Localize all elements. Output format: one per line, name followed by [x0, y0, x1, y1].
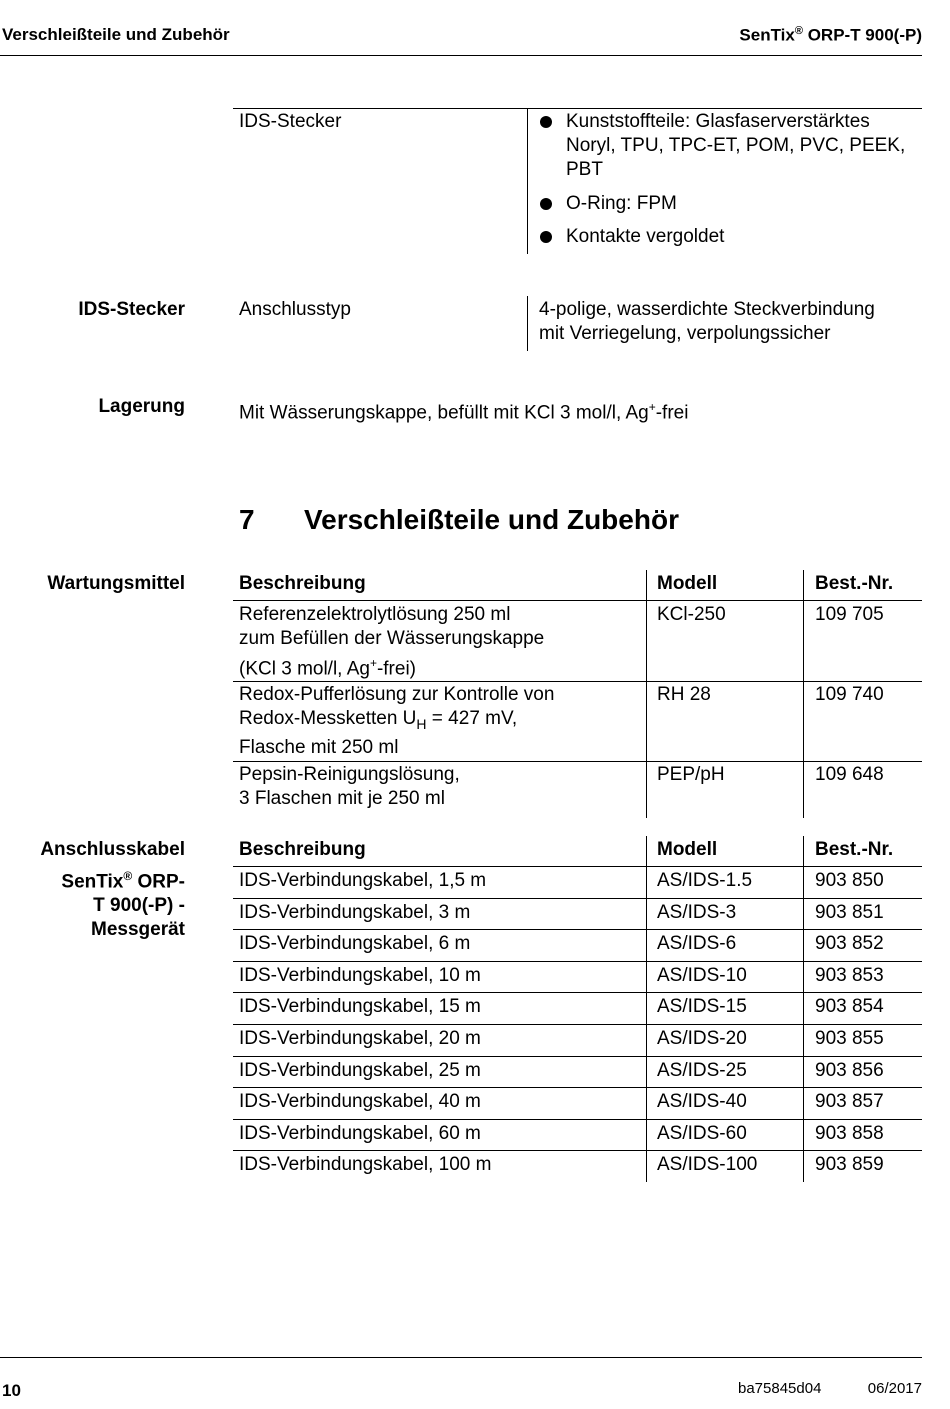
row-description: IDS-Verbindungskabel, 40 m: [239, 1091, 481, 1112]
side-heading-line: T 900(-P) -: [93, 895, 185, 917]
running-header-left: Verschleißteile und Zubehör: [2, 25, 230, 44]
table-header-row: [233, 570, 922, 600]
row-description: IDS-Verbindungskabel, 100 m: [239, 1154, 492, 1175]
header-product-model: ORP-T 900(-P): [802, 25, 922, 45]
row-order-number: 903 854: [815, 996, 884, 1017]
row-model: AS/IDS-6: [657, 933, 737, 954]
document-code: ba75845d04: [738, 1380, 822, 1397]
desc-part: -frei): [376, 658, 417, 680]
section-number: 7: [239, 504, 255, 535]
storage-text: [239, 395, 688, 425]
row-description: IDS-Verbindungskabel, 1,5 m: [239, 870, 487, 891]
desc-part: = 427 mV,: [426, 708, 518, 729]
bullet-text: Kunststoffteile: Glasfaserverstärktes Noryl, TPU, TPC-ET, POM, PVC, PEEK, PBT: [566, 111, 906, 180]
bullet-icon: [540, 116, 552, 128]
bullet-item: [540, 225, 920, 249]
superscript-plus: +: [648, 400, 656, 414]
connector-type-line: mit Verriegelung, verpolungssicher: [539, 323, 831, 344]
running-header-right: [739, 25, 922, 46]
row-order-number: 903 856: [815, 1060, 884, 1081]
table-row: [233, 1088, 922, 1119]
bullet-item: [540, 192, 920, 216]
desc-part: (KCl 3 mol/l, Ag: [239, 658, 370, 680]
desc-line: [239, 651, 639, 681]
desc-part: Redox-Messketten U: [239, 708, 417, 729]
desc-line: Referenzelektrolytlösung 250 ml: [239, 604, 511, 625]
table-row: [233, 1120, 922, 1151]
side-heading-wartungsmittel: Wartungsmittel: [47, 573, 185, 594]
row-description: IDS-Verbindungskabel, 3 m: [239, 902, 471, 923]
row-description: IDS-Verbindungskabel, 60 m: [239, 1123, 481, 1144]
header-modell: Modell: [657, 839, 718, 860]
row-order-number: 109 705: [815, 604, 884, 625]
table-row: [233, 601, 922, 681]
desc-line: Redox-Pufferlösung zur Kontrolle von: [239, 684, 555, 705]
header-beschreibung: Beschreibung: [239, 573, 366, 594]
cable-table: [233, 836, 922, 1184]
row-order-number: 109 740: [815, 684, 884, 705]
row-description: [239, 763, 639, 811]
connector-type-line: 4-polige, wasserdichte Steckverbindung: [539, 299, 875, 320]
side-heading-ids-stecker: IDS-Stecker: [78, 299, 185, 320]
table-row: [233, 1057, 922, 1088]
row-model: AS/IDS-100: [657, 1154, 758, 1175]
storage-text-main: Mit Wässerungskappe, befüllt mit KCl 3 mol/l, Ag: [239, 402, 649, 424]
connector-divider: [527, 296, 528, 351]
row-model: AS/IDS-10: [657, 965, 747, 986]
desc-line: Flasche mit 250 ml: [239, 736, 399, 758]
bullet-icon: [540, 198, 552, 210]
registered-mark: ®: [123, 869, 133, 883]
row-description: IDS-Verbindungskabel, 20 m: [239, 1028, 481, 1049]
row-model: PEP/pH: [657, 764, 725, 785]
row-order-number: 903 857: [815, 1091, 884, 1112]
bullet-item: [540, 110, 920, 182]
table-row: [233, 993, 922, 1024]
row-description: IDS-Verbindungskabel, 25 m: [239, 1060, 481, 1081]
header-product-name: SenTix: [739, 25, 795, 45]
row-model: AS/IDS-60: [657, 1123, 747, 1144]
side-heading-anschlusskabel: [40, 838, 185, 942]
row-model: RH 28: [657, 684, 711, 705]
table-row: [233, 962, 922, 993]
registered-mark: ®: [794, 25, 803, 37]
materials-label: IDS-Stecker: [239, 111, 342, 132]
subscript-h: H: [416, 715, 427, 732]
table-row: [233, 1025, 922, 1056]
header-modell: Modell: [657, 573, 718, 594]
table-row: [233, 682, 922, 761]
table-row: [233, 899, 922, 930]
row-order-number: 903 853: [815, 965, 884, 986]
row-model: AS/IDS-20: [657, 1028, 747, 1049]
table-row: [233, 1151, 922, 1182]
row-order-number: 903 858: [815, 1123, 884, 1144]
desc-line: [239, 707, 639, 736]
side-heading-lagerung: Lagerung: [98, 396, 185, 417]
header-best-nr: Best.-Nr.: [815, 839, 894, 860]
row-description: [239, 683, 639, 760]
table-row: [233, 930, 922, 961]
row-model: AS/IDS-15: [657, 996, 747, 1017]
storage-text-suffix: -frei: [655, 402, 689, 424]
side-heading-line: Messgerät: [91, 919, 185, 941]
section-title: Verschleißteile und Zubehör: [304, 504, 679, 535]
maintenance-table: [233, 570, 922, 820]
row-model: KCl-250: [657, 604, 726, 625]
materials-bullet-list: [540, 110, 920, 260]
desc-line: 3 Flaschen mit je 250 ml: [239, 788, 445, 809]
row-description: IDS-Verbindungskabel, 10 m: [239, 965, 481, 986]
materials-divider: [527, 109, 528, 254]
page-number: 10: [2, 1381, 21, 1400]
row-model: AS/IDS-25: [657, 1060, 747, 1081]
desc-line: Pepsin-Reinigungslösung,: [239, 764, 460, 785]
bullet-text: O-Ring: FPM: [566, 193, 677, 214]
side-heading-line: [40, 864, 185, 894]
row-order-number: 903 852: [815, 933, 884, 954]
side-heading-title: Anschlusskabel: [40, 839, 185, 860]
table-header-row: [233, 836, 922, 866]
row-order-number: 903 855: [815, 1028, 884, 1049]
row-model: AS/IDS-1.5: [657, 870, 753, 891]
table-row: [233, 867, 922, 898]
document-date: 06/2017: [867, 1380, 922, 1397]
footer-rule: [0, 1357, 922, 1358]
table-row: [233, 762, 922, 818]
materials-top-rule: [233, 108, 922, 109]
bullet-icon: [540, 231, 552, 243]
row-order-number: 903 859: [815, 1154, 884, 1175]
connector-type-label: Anschlusstyp: [239, 299, 351, 320]
header-best-nr: Best.-Nr.: [815, 573, 894, 594]
side-product-suffix: ORP-: [132, 871, 185, 893]
row-model: AS/IDS-3: [657, 902, 737, 923]
header-rule: [0, 55, 922, 56]
superscript-plus: +: [369, 656, 377, 670]
desc-line: zum Befüllen der Wässerungskappe: [239, 628, 545, 649]
row-description: IDS-Verbindungskabel, 15 m: [239, 996, 481, 1017]
row-order-number: 903 850: [815, 870, 884, 891]
row-order-number: 109 648: [815, 764, 884, 785]
row-description: [239, 603, 639, 681]
header-beschreibung: Beschreibung: [239, 839, 366, 860]
bullet-text: Kontakte vergoldet: [566, 226, 725, 247]
connector-type-value: [539, 298, 919, 346]
row-description: IDS-Verbindungskabel, 6 m: [239, 933, 471, 954]
row-order-number: 903 851: [815, 902, 884, 923]
row-model: AS/IDS-40: [657, 1091, 747, 1112]
side-product-name: SenTix: [61, 871, 124, 893]
